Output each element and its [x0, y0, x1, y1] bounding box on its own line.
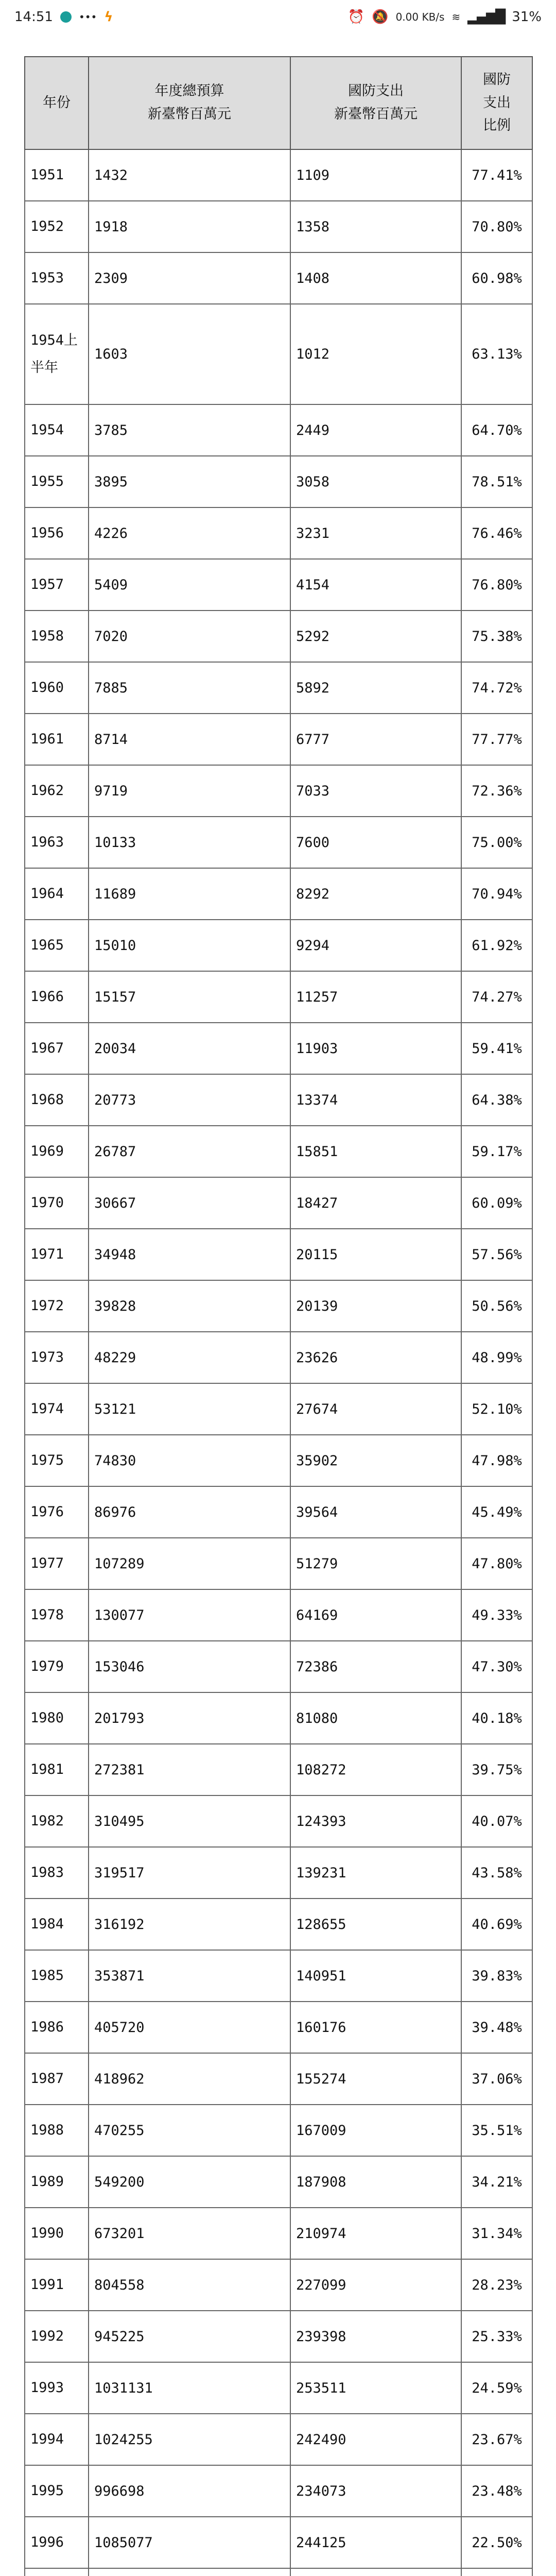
cell-year: 1964 — [25, 868, 89, 920]
cell-defense-spending: 39564 — [290, 1486, 461, 1538]
cell-defense-ratio: 63.13% — [461, 304, 532, 404]
cell-defense-ratio: 39.83% — [461, 1950, 532, 2002]
cell-defense-ratio: 49.33% — [461, 1589, 532, 1641]
signal-strength-icon: ▂▄▆█ — [467, 9, 505, 25]
cell-year: 1967 — [25, 1023, 89, 1074]
defense-budget-table-container — [24, 56, 532, 2576]
table-row — [25, 2208, 532, 2259]
cell-year: 1975 — [25, 1435, 89, 1486]
table-row — [25, 1899, 532, 1950]
cell-defense-ratio: 77.41% — [461, 149, 532, 201]
cell-defense-spending: 4154 — [290, 559, 461, 611]
cell-defense-ratio: 57.56% — [461, 1229, 532, 1280]
cell-defense-spending: 234073 — [290, 2465, 461, 2517]
cell-defense-ratio: 39.48% — [461, 2002, 532, 2053]
cell-total-budget: 20034 — [89, 1023, 290, 1074]
cell-year: 1962 — [25, 765, 89, 817]
cell-total-budget: 5409 — [89, 559, 290, 611]
cell-defense-ratio: 39.75% — [461, 1744, 532, 1795]
cell-defense-spending: 11257 — [290, 971, 461, 1023]
cell-defense-ratio: 50.56% — [461, 1280, 532, 1332]
table-row — [25, 765, 532, 817]
cell-defense-ratio: 43.58% — [461, 1847, 532, 1899]
table-row — [25, 201, 532, 252]
cell-defense-ratio: 40.07% — [461, 1795, 532, 1847]
cell-year: 1954上半年 — [25, 304, 89, 404]
cell-year: 1989 — [25, 2156, 89, 2208]
cell-total-budget: 3895 — [89, 456, 290, 507]
cell-defense-spending: 9294 — [290, 920, 461, 971]
cell-total-budget: 405720 — [89, 2002, 290, 2053]
cell-total-budget: 39828 — [89, 1280, 290, 1332]
cell-defense-ratio: 28.23% — [461, 2259, 532, 2311]
cell-defense-ratio: 75.00% — [461, 817, 532, 868]
cell-defense-ratio: 48.99% — [461, 1332, 532, 1383]
network-speed: 0.00 KB/s — [395, 11, 445, 23]
header-year: 年份 — [25, 57, 89, 149]
cell-year: 1972 — [25, 1280, 89, 1332]
header-defense-ratio — [461, 57, 532, 149]
cell-total-budget: 53121 — [89, 1383, 290, 1435]
cell-total-budget: 15157 — [89, 971, 290, 1023]
cell-total-budget: 272381 — [89, 1744, 290, 1795]
cell-defense-spending: 167009 — [290, 2105, 461, 2156]
cell-year: 1988 — [25, 2105, 89, 2156]
status-bar — [0, 0, 556, 34]
cell-defense-ratio: 45.49% — [461, 1486, 532, 1538]
cell-defense-ratio: 23.48% — [461, 2465, 532, 2517]
cell-defense-ratio: 23.67% — [461, 2414, 532, 2465]
table-row — [25, 1332, 532, 1383]
header-defense-spending-label: 國防支出 新臺幣百萬元 — [334, 83, 418, 122]
cell-year: 1974 — [25, 1383, 89, 1435]
cell-year: 1980 — [25, 1692, 89, 1744]
cell-defense-spending: 3058 — [290, 456, 461, 507]
cell-defense-ratio: 64.38% — [461, 1074, 532, 1126]
cell-defense-spending: 81080 — [290, 1692, 461, 1744]
cell-total-budget: 2309 — [89, 252, 290, 304]
header-defense-ratio-label: 國防 支出 比例 — [483, 72, 511, 134]
cell-total-budget: 1603 — [89, 304, 290, 404]
cell-defense-ratio: 70.94% — [461, 868, 532, 920]
cell-defense-spending: 187908 — [290, 2156, 461, 2208]
cell-year: 1983 — [25, 1847, 89, 1899]
cell-defense-ratio: 24.59% — [461, 2362, 532, 2414]
cell-defense-ratio: 72.36% — [461, 765, 532, 817]
cell-total-budget: 34948 — [89, 1229, 290, 1280]
table-row — [25, 559, 532, 611]
app-notification-icon — [60, 11, 72, 23]
cell-year — [25, 2568, 89, 2576]
cell-defense-ratio: 52.10% — [461, 1383, 532, 1435]
table-row — [25, 252, 532, 304]
cell-year: 1987 — [25, 2053, 89, 2105]
cell-defense-spending: 27674 — [290, 1383, 461, 1435]
cell-defense-ratio: 40.18% — [461, 1692, 532, 1744]
table-row — [25, 2156, 532, 2208]
cell-defense-ratio: 76.80% — [461, 559, 532, 611]
cell-year: 1978 — [25, 1589, 89, 1641]
alarm-clock-icon: ⏰ — [348, 9, 365, 25]
cell-defense-spending: 1408 — [290, 252, 461, 304]
table-row — [25, 817, 532, 868]
wifi-icon: ≋ — [451, 11, 461, 23]
cell-defense-ratio: 59.17% — [461, 1126, 532, 1177]
cell-total-budget: 15010 — [89, 920, 290, 971]
table-row — [25, 1744, 532, 1795]
cell-total-budget: 30667 — [89, 1177, 290, 1229]
cell-defense-spending: 140951 — [290, 1950, 461, 2002]
table-body — [25, 149, 532, 2576]
cell-total-budget: 7020 — [89, 611, 290, 662]
cell-defense-spending: 7033 — [290, 765, 461, 817]
cell-total-budget: 1031131 — [89, 2362, 290, 2414]
cell-defense-spending: 7600 — [290, 817, 461, 868]
cell-defense-spending: 13374 — [290, 1074, 461, 1126]
cell-defense-spending: 35902 — [290, 1435, 461, 1486]
cell-defense-ratio: 76.46% — [461, 507, 532, 559]
table-row — [25, 2568, 532, 2576]
cell-year: 1970 — [25, 1177, 89, 1229]
cell-total-budget: 1918 — [89, 201, 290, 252]
cell-defense-ratio: 78.51% — [461, 456, 532, 507]
cell-total-budget: 549200 — [89, 2156, 290, 2208]
header-defense-spending — [290, 57, 461, 149]
table-row — [25, 2259, 532, 2311]
cell-defense-spending: 11903 — [290, 1023, 461, 1074]
cell-defense-spending: 1358 — [290, 201, 461, 252]
cell-total-budget: 673201 — [89, 2208, 290, 2259]
more-notifications-icon: ••• — [78, 11, 97, 23]
cell-total-budget: 1024255 — [89, 2414, 290, 2465]
cell-defense-spending: 124393 — [290, 1795, 461, 1847]
cell-total-budget: 996698 — [89, 2465, 290, 2517]
table-row — [25, 868, 532, 920]
cell-defense-spending: 1109 — [290, 149, 461, 201]
cell-defense-ratio: 31.34% — [461, 2208, 532, 2259]
cell-defense-ratio: 47.30% — [461, 1641, 532, 1692]
cell-total-budget: 107289 — [89, 1538, 290, 1589]
cell-year: 1960 — [25, 662, 89, 714]
cell-total-budget: 4226 — [89, 507, 290, 559]
cell-defense-spending: 253511 — [290, 2362, 461, 2414]
cell-total-budget: 26787 — [89, 1126, 290, 1177]
cell-defense-spending: 72386 — [290, 1641, 461, 1692]
table-row — [25, 2002, 532, 2053]
cell-total-budget: 20773 — [89, 1074, 290, 1126]
cell-year: 1965 — [25, 920, 89, 971]
cell-defense-ratio: 75.38% — [461, 611, 532, 662]
cell-defense-ratio — [461, 2568, 532, 2576]
table-row — [25, 1023, 532, 1074]
mute-icon: 🔕 — [372, 9, 389, 25]
cell-year: 1995 — [25, 2465, 89, 2517]
activity-icon: ϟ — [104, 9, 113, 25]
table-row — [25, 1486, 532, 1538]
cell-year: 1968 — [25, 1074, 89, 1126]
cell-defense-spending: 15851 — [290, 1126, 461, 1177]
cell-defense-spending: 128655 — [290, 1899, 461, 1950]
cell-year: 1961 — [25, 714, 89, 765]
cell-total-budget: 353871 — [89, 1950, 290, 2002]
cell-year: 1954 — [25, 404, 89, 456]
cell-defense-ratio: 22.50% — [461, 2517, 532, 2568]
table-row — [25, 2053, 532, 2105]
cell-total-budget: 201793 — [89, 1692, 290, 1744]
table-row — [25, 2105, 532, 2156]
cell-year: 1969 — [25, 1126, 89, 1177]
table-row — [25, 2311, 532, 2362]
cell-total-budget: 804558 — [89, 2259, 290, 2311]
cell-defense-spending: 5892 — [290, 662, 461, 714]
cell-year: 1984 — [25, 1899, 89, 1950]
table-row — [25, 2517, 532, 2568]
cell-year: 1990 — [25, 2208, 89, 2259]
cell-defense-spending — [290, 2568, 461, 2576]
cell-year: 1955 — [25, 456, 89, 507]
cell-year: 1986 — [25, 2002, 89, 2053]
cell-defense-spending: 5292 — [290, 611, 461, 662]
cell-defense-ratio: 40.69% — [461, 1899, 532, 1950]
table-row — [25, 1538, 532, 1589]
cell-defense-ratio: 37.06% — [461, 2053, 532, 2105]
cell-total-budget: 7885 — [89, 662, 290, 714]
header-total-budget — [89, 57, 290, 149]
cell-year: 1994 — [25, 2414, 89, 2465]
table-row — [25, 1795, 532, 1847]
cell-defense-spending: 2449 — [290, 404, 461, 456]
cell-defense-spending: 242490 — [290, 2414, 461, 2465]
cell-total-budget: 153046 — [89, 1641, 290, 1692]
cell-year: 1956 — [25, 507, 89, 559]
table-row — [25, 1280, 532, 1332]
table-row — [25, 1177, 532, 1229]
table-row — [25, 611, 532, 662]
table-row — [25, 2362, 532, 2414]
table-row — [25, 1950, 532, 2002]
table-row — [25, 404, 532, 456]
cell-defense-spending: 244125 — [290, 2517, 461, 2568]
cell-defense-spending: 20115 — [290, 1229, 461, 1280]
table-row — [25, 1435, 532, 1486]
cell-year: 1996 — [25, 2517, 89, 2568]
cell-total-budget: 86976 — [89, 1486, 290, 1538]
cell-defense-ratio: 59.41% — [461, 1023, 532, 1074]
cell-defense-ratio: 70.80% — [461, 201, 532, 252]
status-bar-right — [348, 9, 542, 25]
table-row — [25, 1126, 532, 1177]
cell-defense-spending: 6777 — [290, 714, 461, 765]
status-time: 14:51 — [14, 9, 53, 25]
cell-defense-spending: 155274 — [290, 2053, 461, 2105]
table-row — [25, 920, 532, 971]
table-header-row — [25, 57, 532, 149]
table-row — [25, 662, 532, 714]
cell-year: 1977 — [25, 1538, 89, 1589]
table-row — [25, 149, 532, 201]
table-row — [25, 2414, 532, 2465]
cell-total-budget: 470255 — [89, 2105, 290, 2156]
cell-year: 1963 — [25, 817, 89, 868]
cell-year: 1982 — [25, 1795, 89, 1847]
cell-total-budget: 8714 — [89, 714, 290, 765]
cell-total-budget: 418962 — [89, 2053, 290, 2105]
cell-defense-spending: 1012 — [290, 304, 461, 404]
table-row — [25, 1641, 532, 1692]
cell-defense-spending: 64169 — [290, 1589, 461, 1641]
table-row — [25, 1847, 532, 1899]
cell-year: 1957 — [25, 559, 89, 611]
cell-defense-spending: 18427 — [290, 1177, 461, 1229]
cell-year: 1973 — [25, 1332, 89, 1383]
table-row — [25, 2465, 532, 2517]
cell-year: 1971 — [25, 1229, 89, 1280]
cell-year: 1951 — [25, 149, 89, 201]
table-row — [25, 714, 532, 765]
cell-year: 1976 — [25, 1486, 89, 1538]
cell-total-budget: 316192 — [89, 1899, 290, 1950]
cell-total-budget: 319517 — [89, 1847, 290, 1899]
cell-year: 1979 — [25, 1641, 89, 1692]
table-row — [25, 1229, 532, 1280]
cell-defense-spending: 210974 — [290, 2208, 461, 2259]
cell-year: 1991 — [25, 2259, 89, 2311]
cell-year: 1952 — [25, 201, 89, 252]
cell-year: 1992 — [25, 2311, 89, 2362]
cell-total-budget: 1085077 — [89, 2517, 290, 2568]
cell-year: 1958 — [25, 611, 89, 662]
cell-total-budget: 310495 — [89, 1795, 290, 1847]
table-row — [25, 507, 532, 559]
cell-defense-spending: 239398 — [290, 2311, 461, 2362]
cell-total-budget: 10133 — [89, 817, 290, 868]
cell-total-budget: 74830 — [89, 1435, 290, 1486]
cell-defense-spending: 227099 — [290, 2259, 461, 2311]
cell-defense-ratio: 25.33% — [461, 2311, 532, 2362]
cell-defense-ratio: 47.98% — [461, 1435, 532, 1486]
cell-total-budget: 3785 — [89, 404, 290, 456]
cell-year: 1985 — [25, 1950, 89, 2002]
table-row — [25, 456, 532, 507]
cell-defense-ratio: 61.92% — [461, 920, 532, 971]
cell-defense-spending: 51279 — [290, 1538, 461, 1589]
cell-total-budget: 11689 — [89, 868, 290, 920]
table-row — [25, 1383, 532, 1435]
table-row — [25, 971, 532, 1023]
cell-defense-spending: 23626 — [290, 1332, 461, 1383]
cell-total-budget — [89, 2568, 290, 2576]
cell-total-budget: 1432 — [89, 149, 290, 201]
table-row — [25, 304, 532, 404]
table-row — [25, 1074, 532, 1126]
cell-year: 1981 — [25, 1744, 89, 1795]
cell-total-budget: 945225 — [89, 2311, 290, 2362]
cell-total-budget: 48229 — [89, 1332, 290, 1383]
cell-defense-ratio: 60.09% — [461, 1177, 532, 1229]
cell-total-budget: 9719 — [89, 765, 290, 817]
cell-defense-ratio: 74.27% — [461, 971, 532, 1023]
cell-defense-ratio: 74.72% — [461, 662, 532, 714]
cell-year: 1993 — [25, 2362, 89, 2414]
cell-defense-ratio: 47.80% — [461, 1538, 532, 1589]
cell-defense-spending: 20139 — [290, 1280, 461, 1332]
status-bar-left — [14, 9, 113, 25]
cell-defense-spending: 160176 — [290, 2002, 461, 2053]
table-row — [25, 1692, 532, 1744]
cell-defense-spending: 108272 — [290, 1744, 461, 1795]
table-row — [25, 1589, 532, 1641]
cell-year: 1966 — [25, 971, 89, 1023]
cell-defense-spending: 8292 — [290, 868, 461, 920]
cell-defense-ratio: 35.51% — [461, 2105, 532, 2156]
defense-budget-table — [24, 56, 533, 2576]
battery-level: 31% — [512, 9, 542, 25]
cell-defense-ratio: 60.98% — [461, 252, 532, 304]
cell-defense-spending: 3231 — [290, 507, 461, 559]
cell-defense-spending: 139231 — [290, 1847, 461, 1899]
header-total-budget-label: 年度總預算 新臺幣百萬元 — [148, 83, 231, 122]
cell-defense-ratio: 77.77% — [461, 714, 532, 765]
cell-defense-ratio: 64.70% — [461, 404, 532, 456]
cell-defense-ratio: 34.21% — [461, 2156, 532, 2208]
cell-total-budget: 130077 — [89, 1589, 290, 1641]
cell-year: 1953 — [25, 252, 89, 304]
